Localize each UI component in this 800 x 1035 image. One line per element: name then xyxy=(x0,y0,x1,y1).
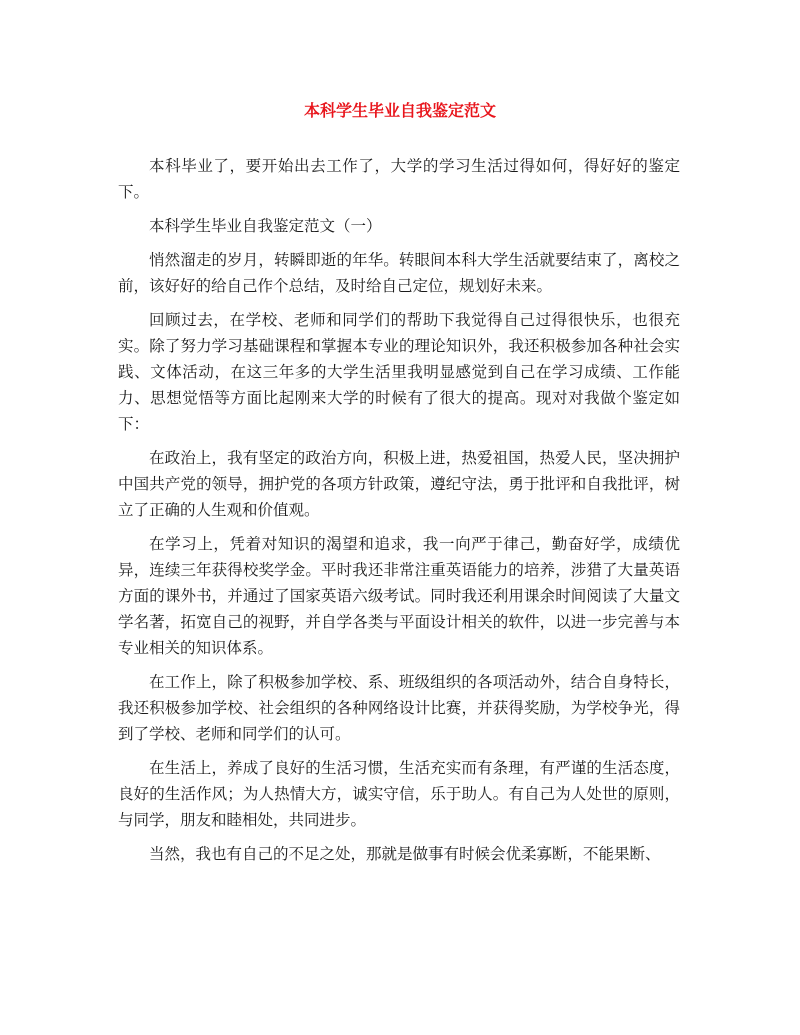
paragraph-subheading: 本科学生毕业自我鉴定范文（一） xyxy=(149,217,382,235)
paragraph-opening: 悄然溜走的岁月，转瞬即逝的年华。转眼间本科大学生活就要结束了，离校之前，该好好的给自己作个总结，及时给自己定位，规划好未来。 xyxy=(118,251,680,295)
paragraph-intro: 本科毕业了，要开始出去工作了，大学的学习生活过得如何，得好好的鉴定下。 xyxy=(118,157,680,201)
paragraph-review: 回顾过去，在学校、老师和同学们的帮助下我觉得自己过得很快乐，也很充实。除了努力学习基础课程和掌握本专业的理论知识外，我还积极参加各种社会实践、文体活动，在这三年多的大学生活里我明显感觉到自己在学习成绩、工作能力、思想觉悟等方面比起刚来大学的时候有了很大的提高。现对对我做个鉴定如下： xyxy=(118,311,680,433)
paragraph-life: 在生活上，养成了良好的生活习惯，生活充实而有条理，有严谨的生活态度，良好的生活作风；为人热情大方，诚实守信，乐于助人。有自己为人处世的原则，与同学，朋友和睦相处，共同进步。 xyxy=(118,759,680,829)
document-title: 本科学生毕业自我鉴定范文 xyxy=(303,101,496,120)
paragraph-study: 在学习上，凭着对知识的渴望和追求，我一向严于律己，勤奋好学，成绩优异，连续三年获得校奖学金。平时我还非常注重英语能力的培养，涉猎了大量英语方面的课外书，并通过了国家英语六级考试。同时我还利用课余时间阅读了大量文学名著，拓宽自己的视野，并自学各类与平面设计相关的软件，以进一步完善与本专业相关的知识体系。 xyxy=(118,535,680,657)
document-body xyxy=(118,153,680,875)
paragraph-politics: 在政治上，我有坚定的政治方向，积极上进，热爱祖国，热爱人民，坚决拥护中国共产党的领导，拥护党的各项方针政策，遵纪守法，勇于批评和自我批评，树立了正确的人生观和价值观。 xyxy=(118,449,680,519)
paragraph-shortcomings: 当然，我也有自己的不足之处，那就是做事有时候会优柔寡断，不能果断、 xyxy=(149,845,661,863)
paragraph-work: 在工作上，除了积极参加学校、系、班级组织的各项活动外，结合自身特长，我还积极参加学校、社会组织的各种网络设计比赛，并获得奖励，为学校争光，得到了学校、老师和同学们的认可。 xyxy=(118,673,680,743)
